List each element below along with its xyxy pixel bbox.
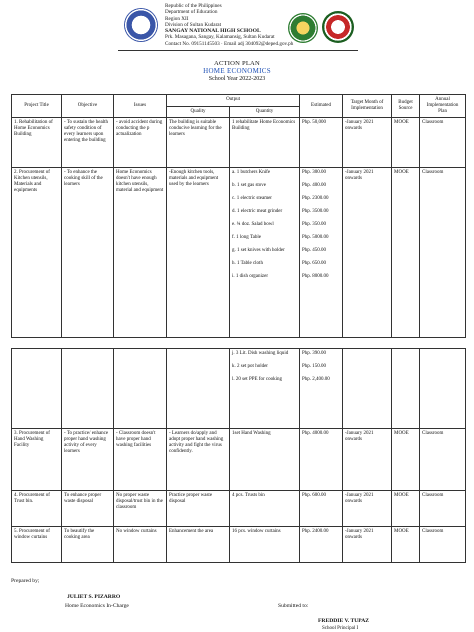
- target-month-cell: -January 2021 onwards: [343, 118, 392, 168]
- col-header-quantity: Quantity: [230, 106, 300, 118]
- annual-plan-cell: Classroom: [420, 168, 466, 338]
- annual-plan-cell: Classroom: [420, 527, 466, 563]
- issues-cell: No window curtains: [114, 527, 167, 563]
- quantity-list: [230, 168, 300, 338]
- list-item: i. 1 dish organizer: [232, 274, 269, 279]
- objective-cell: - To sustain the health safety condition of every learners upon entering the building: [62, 118, 114, 168]
- table-row: [12, 491, 466, 527]
- letterhead-line: Department of Education: [165, 9, 218, 16]
- list-item: b. 1 set gas stove: [232, 183, 267, 188]
- table-row: [12, 349, 466, 429]
- budget-source-cell: MOOE: [392, 118, 420, 168]
- list-item: Php. 150.00: [302, 364, 327, 369]
- estimated-cell: Php. 4000.00: [300, 429, 343, 491]
- quantity-cell: 1 rehabilitate Home Economics Building: [230, 118, 300, 168]
- preparer-name: JULIET S. PIZARRO: [67, 594, 121, 600]
- col-header-output: Output: [167, 95, 300, 107]
- quantity-cell: 1set Hand Washing: [230, 429, 300, 491]
- objective-cell: - To enhance the cooking skill of the learners: [62, 168, 114, 338]
- division-seal-logo: [322, 11, 354, 43]
- letterhead-rule: [118, 50, 358, 51]
- principal-title: School Principal I: [322, 626, 359, 631]
- list-item: a. 1 butchers Knife: [232, 170, 271, 175]
- issues-cell: Home Economics doesn't have enough kitchen utensils, material and equipment: [114, 168, 167, 338]
- issues-cell: - avoid accident during conducting the p actualization: [114, 118, 167, 168]
- letterhead: [165, 3, 293, 47]
- quantity-list: [230, 349, 300, 429]
- project-title-cell: 2. Procurement of Kitchen utensils, Materials and equipments: [12, 168, 62, 338]
- letterhead-line: Region XII: [165, 15, 189, 22]
- estimated-cell: Php. 2400.00: [300, 527, 343, 563]
- col-header-target-month: Target Month of Implementation: [343, 95, 392, 118]
- list-item: g. 1 set knives with holder: [232, 248, 285, 253]
- budget-source-cell: MOOE: [392, 429, 420, 491]
- list-item: Php. 450.00: [302, 248, 327, 253]
- col-header-quality: Quality: [167, 106, 230, 118]
- budget-source-cell: MOOE: [392, 527, 420, 563]
- issues-cell: No proper waste disposal/trust bin in the classroom: [114, 491, 167, 527]
- letterhead-line: Republic of the Philippines: [165, 3, 222, 9]
- target-month-cell: -January 2021 onwards: [343, 429, 392, 491]
- budget-source-cell: MOOE: [392, 491, 420, 527]
- quality-cell: -Enough kitchen tools, materials and equipment used by the learners: [167, 168, 230, 338]
- list-item: Php. 8000.00: [302, 274, 329, 279]
- project-title-cell: 3. Procurement of Hand Washing Facility: [12, 429, 62, 491]
- letterhead-line: Prk. Masagana, Sangay, Kalamansig, Sultan Kudarat: [165, 34, 275, 41]
- target-month-cell: -January 2021 onwards: [343, 491, 392, 527]
- list-item: l. 20 set PPE for cooking: [232, 377, 282, 382]
- table-row: [12, 168, 466, 338]
- col-header-project-title: Project Title: [12, 95, 62, 118]
- list-item: Php. 390.00: [302, 351, 327, 356]
- list-item: Php. 650.00: [302, 261, 327, 266]
- table-row: [12, 429, 466, 491]
- project-title-cell: 5. Procurement of window curtains: [12, 527, 62, 563]
- quantity-cell: 4 pcs. Trusts bin: [230, 491, 300, 527]
- estimated-cell: Php. 50,000: [300, 118, 343, 168]
- annual-plan-cell: Classroom: [420, 491, 466, 527]
- list-item: Php. 2300.00: [302, 196, 329, 201]
- project-title-cell: [12, 349, 62, 429]
- letterhead-line: Division of Sultan Kudarat: [165, 21, 222, 28]
- objective-cell: To enhance proper waste disposal: [62, 491, 114, 527]
- budget-source-cell: MOOE: [392, 168, 420, 338]
- target-month-cell: [343, 349, 392, 429]
- col-header-annual-plan: Annual Implementation Plan: [420, 95, 466, 118]
- target-month-cell: -January 2021 onwards: [343, 168, 392, 338]
- target-month-cell: -January 2021 onwards: [343, 527, 392, 563]
- annual-plan-cell: Classroom: [420, 118, 466, 168]
- list-item: d. 1 electric meat grinder: [232, 209, 283, 214]
- estimated-cell: Php. 600.00: [300, 491, 343, 527]
- list-item: j. 3 Lit. Dish washing liquid: [232, 351, 289, 356]
- list-item: Php. 400.00: [302, 183, 327, 188]
- prepared-by-label: Prepared by;: [11, 578, 40, 584]
- project-title-cell: 1. Rehabilitation of Home Economics Building: [12, 118, 62, 168]
- issues-cell: [114, 349, 167, 429]
- project-title-cell: 4. Procurement of Trust bin.: [12, 491, 62, 527]
- action-plan-table-continued: [11, 348, 466, 563]
- col-header-budget-source: Budget Source: [392, 95, 420, 118]
- school-year: School Year 2022-2023: [208, 76, 266, 82]
- quality-cell: - Learners do/apply and adopt proper hand washing activity and fight the virus confidently.: [167, 429, 230, 491]
- table-row: [12, 527, 466, 563]
- col-header-objective: Objective: [62, 95, 114, 118]
- budget-source-cell: [392, 349, 420, 429]
- document-subtitle: HOME ECONOMICS: [203, 67, 271, 75]
- action-plan-table: [11, 94, 466, 338]
- quality-cell: The building is suitable conducive learning for the learners: [167, 118, 230, 168]
- list-item: c. 1 electric steamer: [232, 196, 272, 201]
- quantity-cell: 16 pcs. window curtains: [230, 527, 300, 563]
- list-item: Php. 300.00: [302, 170, 327, 175]
- list-item: Php. 5000.00: [302, 235, 329, 240]
- deped-seal-logo: [124, 8, 158, 42]
- quality-cell: Enhancement the area: [167, 527, 230, 563]
- estimated-list: [300, 349, 343, 429]
- issues-cell: - Classroom doesn't have proper hand washing facilities: [114, 429, 167, 491]
- col-header-issues: Issues: [114, 95, 167, 118]
- objective-cell: [62, 349, 114, 429]
- annual-plan-cell: Classroom: [420, 429, 466, 491]
- preparer-title: Home Economics In-Charge: [65, 603, 129, 609]
- annual-plan-cell: [420, 349, 466, 429]
- letterhead-line: Contact No. 09151145503 · Email adj 304092@deped.gov.ph: [165, 40, 294, 47]
- quality-cell: [167, 349, 230, 429]
- list-item: h. 1 Table cloth: [232, 261, 263, 266]
- list-item: e. ¾ doz. Salad bowl: [232, 222, 274, 227]
- school-name: SANGAY NATIONAL HIGH SCHOOL: [165, 28, 261, 35]
- list-item: k. 2 set pot holder: [232, 364, 268, 369]
- objective-cell: - To practice/ enhance proper hand washing activity of every learners: [62, 429, 114, 491]
- col-header-estimated: Estimated: [300, 95, 343, 118]
- table-row: [12, 118, 466, 168]
- submitted-to-label: Submitted to:: [278, 603, 309, 609]
- list-item: f. 1 long Table: [232, 235, 261, 240]
- list-item: Php. 350.00: [302, 222, 327, 227]
- estimated-list: [300, 168, 343, 338]
- principal-name: FREDDIE V. TUPAZ: [318, 618, 370, 624]
- list-item: Php. 3500.00: [302, 209, 329, 214]
- list-item: Php. 2,400.00: [302, 377, 330, 382]
- table-header-row: [12, 95, 466, 107]
- objective-cell: To beautify the cooking area: [62, 527, 114, 563]
- quality-cell: Practice proper waste disposal: [167, 491, 230, 527]
- document-title: ACTION PLAN: [214, 60, 260, 67]
